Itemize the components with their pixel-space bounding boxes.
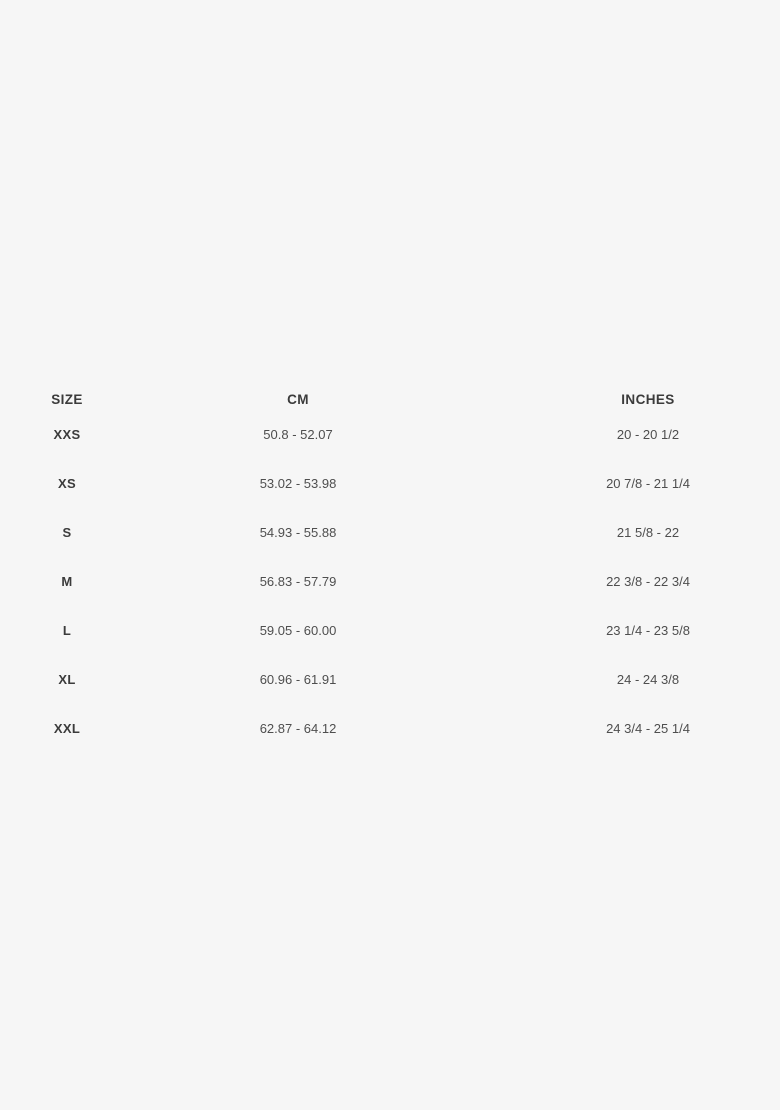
inches-value: 20 7/8 - 21 1/4 — [606, 475, 690, 491]
size-label: M — [61, 573, 73, 589]
cm-value: 59.05 - 60.00 — [259, 622, 337, 638]
cm-value: 53.02 - 53.98 — [259, 475, 337, 491]
header-cm: CM — [287, 391, 309, 407]
table-row — [0, 557, 780, 606]
inches-value: 22 3/8 - 22 3/4 — [606, 573, 690, 589]
size-label: L — [62, 622, 72, 638]
cm-value: 50.8 - 52.07 — [263, 426, 333, 442]
table-row — [0, 508, 780, 557]
inches-value: 24 3/4 - 25 1/4 — [606, 720, 690, 736]
inches-value: 21 5/8 - 22 — [616, 524, 680, 540]
cm-value: 60.96 - 61.91 — [259, 671, 337, 687]
size-label: XXL — [53, 720, 81, 736]
cm-value: 56.83 - 57.79 — [259, 573, 337, 589]
header-size: SIZE — [51, 391, 83, 407]
table-row — [0, 410, 780, 459]
cm-value: 54.93 - 55.88 — [259, 524, 337, 540]
table-row — [0, 606, 780, 655]
table-row — [0, 459, 780, 508]
size-label: XL — [58, 671, 76, 687]
size-label: XS — [58, 475, 76, 491]
size-chart-table — [0, 385, 780, 753]
inches-value: 20 - 20 1/2 — [616, 426, 680, 442]
inches-value: 23 1/4 - 23 5/8 — [606, 622, 690, 638]
table-row — [0, 704, 780, 753]
table-row — [0, 655, 780, 704]
size-label: XXS — [53, 426, 81, 442]
size-chart-body — [0, 410, 780, 753]
cm-value: 62.87 - 64.12 — [259, 720, 337, 736]
size-label: S — [62, 524, 72, 540]
inches-value: 24 - 24 3/8 — [616, 671, 680, 687]
header-inches: INCHES — [621, 391, 675, 407]
